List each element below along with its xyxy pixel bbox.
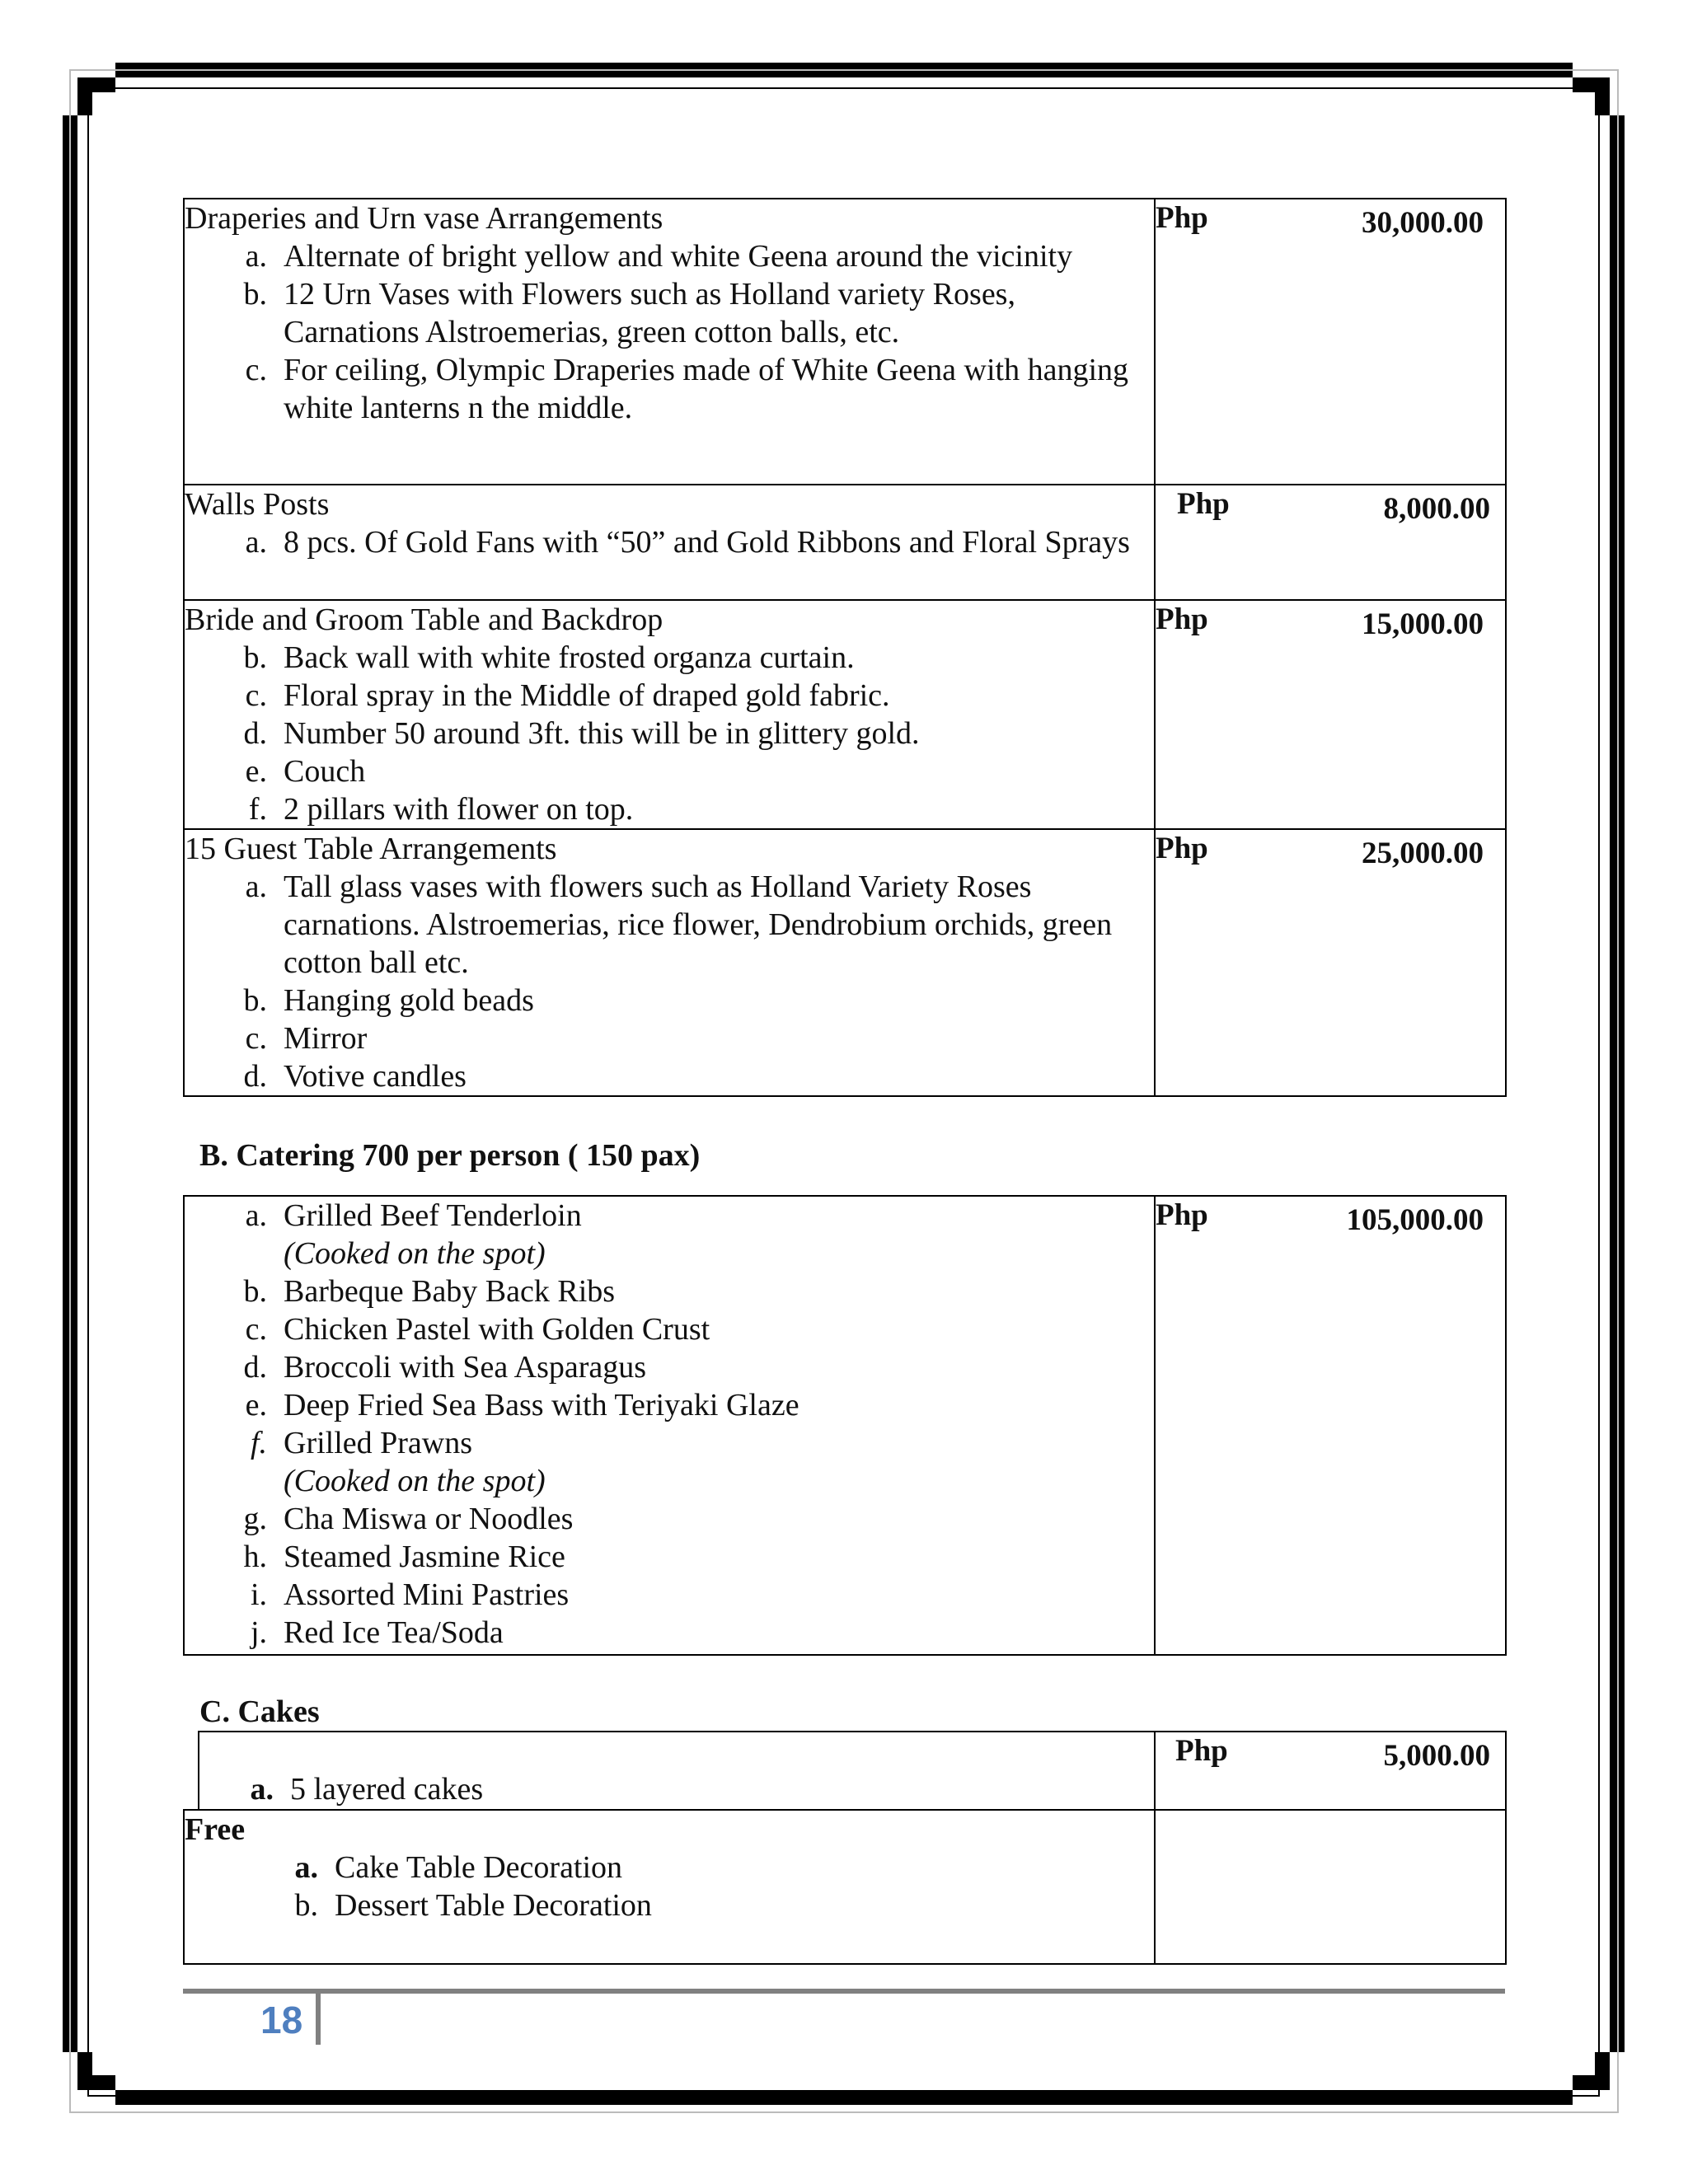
- menu-list: [184, 1196, 1155, 1655]
- amount-value: 8,000.00: [1383, 492, 1490, 526]
- row-price: [1155, 829, 1506, 1096]
- row-price: [1155, 1732, 1506, 1810]
- row-description: [184, 485, 1155, 600]
- list-item: d. Number 50 around 3ft. this will be in glittery gold.: [243, 716, 920, 751]
- list-item: h. Steamed Jasmine Rice: [243, 1540, 565, 1574]
- currency-label: Php: [1156, 832, 1208, 865]
- free-table: [183, 1809, 1507, 1965]
- table-row: [184, 1196, 1506, 1655]
- currency-label: Php: [1156, 602, 1208, 636]
- list-item: d. Votive candles: [243, 1059, 467, 1094]
- row-price: [1155, 485, 1506, 600]
- row-description: [184, 829, 1155, 1096]
- footer-divider: [316, 1994, 321, 2045]
- amount-value: 5,000.00: [1383, 1739, 1490, 1773]
- list-item: a. Cake Table Decoration: [294, 1850, 623, 1885]
- list-item-note: (Cooked on the spot): [284, 1464, 546, 1498]
- list-item-note: (Cooked on the spot): [284, 1236, 546, 1271]
- amount-value: 30,000.00: [1362, 206, 1484, 240]
- table-row: [184, 600, 1506, 829]
- empty-price-cell: [1155, 1810, 1506, 1964]
- free-items: [184, 1810, 1155, 1964]
- list-item: g. Cha Miswa or Noodles: [243, 1502, 574, 1536]
- currency-label: Php: [1156, 1198, 1208, 1232]
- amount-value: 105,000.00: [1346, 1203, 1484, 1237]
- list-item: a. 8 pcs. Of Gold Fans with “50” and Gold Ribbons and Floral Sprays: [245, 525, 1130, 560]
- list-item: b. Dessert Table Decoration: [294, 1888, 652, 1923]
- list-item: f. Grilled Prawns: [250, 1426, 473, 1460]
- amount-value: 15,000.00: [1362, 607, 1484, 641]
- list-item: e. Couch: [245, 754, 366, 789]
- row-title: Draperies and Urn vase Arrangements: [185, 201, 663, 236]
- list-item: f. 2 pillars with flower on top.: [248, 792, 634, 827]
- currency-label: Php: [1156, 201, 1208, 235]
- row-description: [184, 600, 1155, 829]
- table-row: [184, 1810, 1506, 1964]
- list-item: i. Assorted Mini Pastries: [250, 1577, 570, 1612]
- currency-label: Php: [1175, 1734, 1228, 1768]
- list-item: b. Barbeque Baby Back Ribs: [243, 1274, 616, 1309]
- list-item: a. Grilled Beef Tenderloin: [245, 1198, 582, 1233]
- page-number: 18: [260, 1999, 303, 2041]
- free-label: Free: [185, 1812, 246, 1847]
- list-item: c. Floral spray in the Middle of draped gold fabric.: [245, 678, 890, 713]
- table-row: [184, 829, 1506, 1096]
- cakes-heading: C. Cakes: [199, 1694, 320, 1729]
- list-item: a. Tall glass vases with flowers such as Holland Variety Roses carnations. Alstroemerias, rice flower, Dendrobium orchids, green cotton ball etc.: [245, 869, 1113, 980]
- table-row: [184, 199, 1506, 485]
- catering-heading: B. Catering 700 per person ( 150 pax): [199, 1138, 701, 1173]
- list-item: a. Alternate of bright yellow and white Geena around the vicinity: [245, 239, 1073, 274]
- table-row: [184, 485, 1506, 600]
- catering-table: [183, 1195, 1507, 1656]
- list-item: b. 12 Urn Vases with Flowers such as Holland variety Roses, Carnations Alstroemerias, green cotton balls, etc.: [243, 277, 1015, 349]
- decor-table: [183, 198, 1507, 1097]
- list-item: d. Broccoli with Sea Asparagus: [243, 1350, 647, 1385]
- currency-label: Php: [1177, 487, 1230, 521]
- row-title: Walls Posts: [185, 487, 330, 522]
- row-title: Bride and Groom Table and Backdrop: [185, 602, 663, 637]
- row-title: 15 Guest Table Arrangements: [185, 832, 557, 866]
- table-row: [199, 1732, 1506, 1810]
- list-item: c. Chicken Pastel with Golden Crust: [245, 1312, 710, 1347]
- row-price: [1155, 199, 1506, 485]
- cake-item: [199, 1732, 1155, 1810]
- row-price: [1155, 1196, 1506, 1655]
- list-item: c. Mirror: [245, 1021, 368, 1056]
- cakes-table: [198, 1731, 1507, 1811]
- list-item: b. Hanging gold beads: [243, 983, 534, 1018]
- row-description: [184, 199, 1155, 485]
- list-item: a. 5 layered cakes: [250, 1772, 484, 1807]
- amount-value: 25,000.00: [1362, 837, 1484, 870]
- list-item: e. Deep Fried Sea Bass with Teriyaki Glaze: [245, 1388, 799, 1422]
- row-price: [1155, 600, 1506, 829]
- footer-rule: [183, 1989, 1505, 1994]
- list-item: b. Back wall with white frosted organza curtain.: [243, 640, 855, 675]
- list-item: c. For ceiling, Olympic Draperies made of White Geena with hanging white lanterns n the middle.: [245, 353, 1128, 425]
- list-item: j. Red Ice Tea/Soda: [250, 1615, 504, 1650]
